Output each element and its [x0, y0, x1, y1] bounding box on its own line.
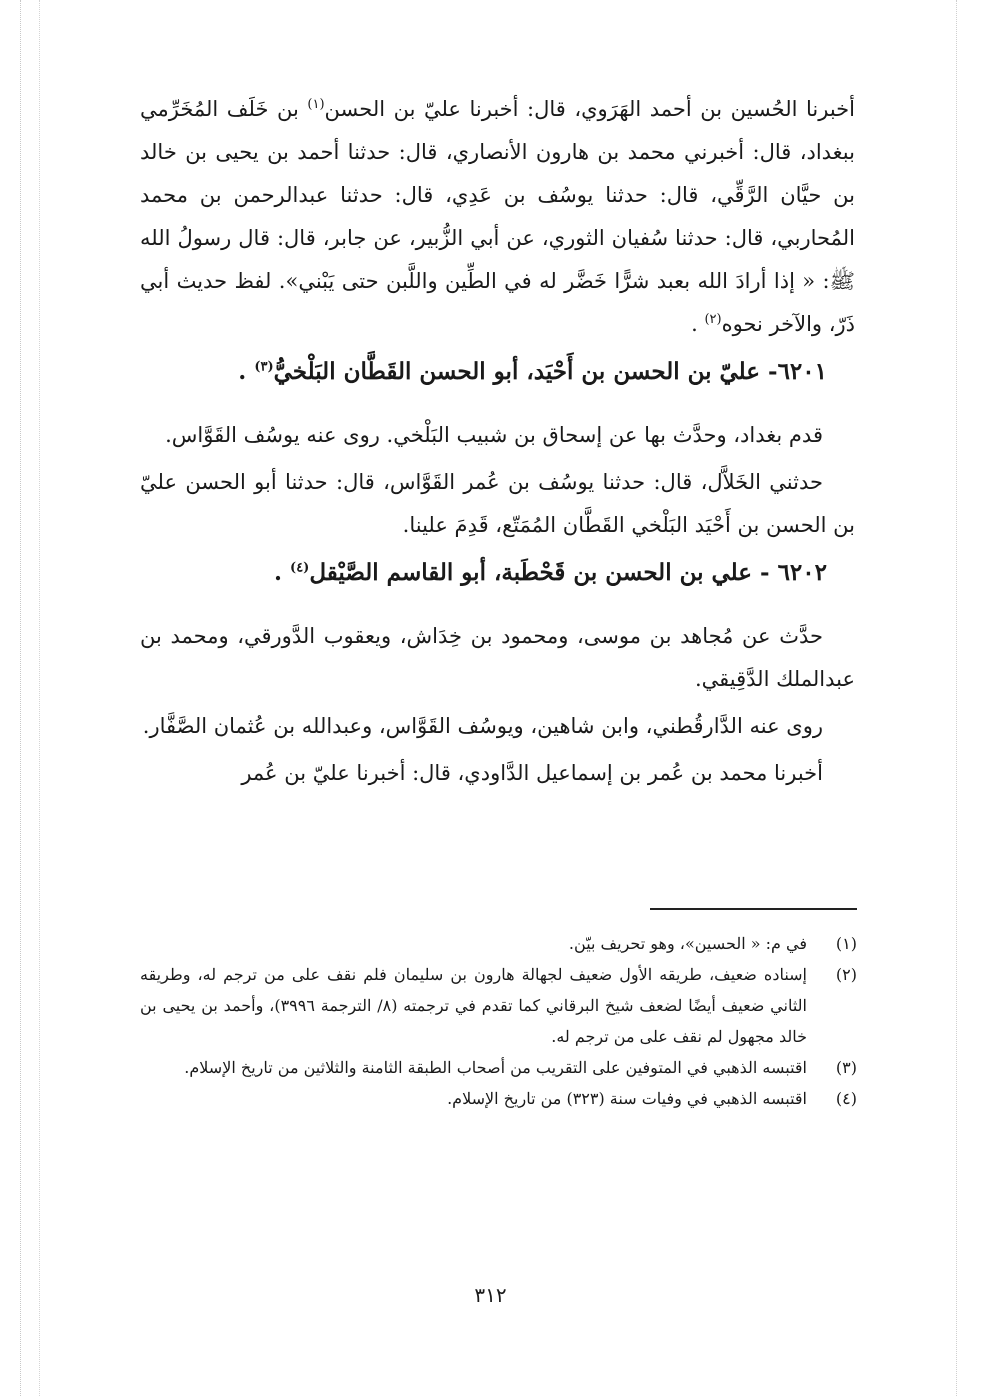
- footnote-text: إسناده ضعيف، طريقه الأول ضعيف لجهالة هارون بن سليمان فلم نقف على من ترجم له، وطريقه الثاني ضعيف أيضًا لضعف شيخ البرقاني كما تقدم في ترجمته (٨/ الترجمة ٣٩٩٦)، وأحمد بن يحيى بن خالد مجهول لم نقف على من ترجم له.: [140, 965, 807, 1046]
- footnote-4: [140, 1083, 857, 1114]
- footnote-number: (١): [835, 934, 857, 953]
- paragraph-1: [140, 88, 855, 346]
- entry-heading-6201-end: .: [238, 358, 255, 385]
- footnote-separator: [650, 908, 857, 910]
- scan-edge-right: [956, 0, 967, 1396]
- paragraph-3: حدثني الخَلاَّل، قال: حدثنا يوسُف بن عُمر القَوَّاس، قال: حدثنا أبو الحسن عليّ بن الحسن بن أَحْيَد البَلْخي القَطَّان المُمَتّع، قَدِمَ علينا.: [140, 470, 855, 537]
- entry-heading-6202-text: ٦٢٠٢ - علي بن الحسن بن قَحْطَبة، أبو القاسم الصَّيْقل: [309, 559, 827, 586]
- footnote-ref-4: (٤): [290, 560, 310, 576]
- footnote-number: (٢): [835, 965, 857, 984]
- entry-heading-6202: [140, 551, 855, 595]
- entry-heading-6201-text: ٦٢٠١- عليّ بن الحسن بن أَحْيَد، أبو الحسن القَطَّان البَلْخيُّ: [273, 358, 827, 385]
- paragraph-6: أخبرنا محمد بن عُمر بن إسماعيل الدَّاودي، قال: أخبرنا عليّ بن عُمر: [241, 761, 823, 785]
- footnote-2: [140, 959, 857, 1052]
- footnote-number: (٤): [835, 1089, 857, 1108]
- footnote-ref-3: (٣): [254, 359, 274, 375]
- paragraph-2: قدم بغداد، وحدَّث بها عن إسحاق بن شبيب البَلْخي. روى عنه يوسُف القَوَّاس.: [165, 423, 823, 447]
- paragraph-1-end: .: [691, 312, 705, 336]
- footnote-text: في م: « الحسين»، وهو تحريف بيّن.: [568, 934, 807, 953]
- paragraph-1-text-b: بن خَلَف المُخَرِّمي ببغداد، قال: أخبرني محمد بن هارون الأنصاري، قال: حدثنا أحمد بن يحيى بن خالد بن حيَّان الرَّقِّي، قال: حدثنا يوسُف بن عَدِي، قال: حدثنا عبدالرحمن بن محمد المُحاربي، قال: حدثنا سُفيان الثوري، عن أبي الزُّبير، عن جابر، قال: قال رسولُ الله ﷺ: « إذا أرادَ الله بعبد شرًّا خَضَّر له في الطِّين واللَّبن حتى يَبْني». لفظ حديث أبي ذَرّ، والآخر نحوه: [140, 97, 855, 336]
- footnote-ref-2: (٢): [704, 312, 722, 327]
- footnote-ref-1: (١): [307, 97, 325, 112]
- scan-edge-left: [20, 0, 40, 1396]
- entry-heading-6202-end: .: [274, 559, 291, 586]
- footnote-1: [140, 928, 857, 959]
- footnote-3: [140, 1052, 857, 1083]
- page-number: ٣١٢: [474, 1283, 507, 1307]
- footnotes: [140, 928, 857, 1114]
- main-text: [140, 88, 855, 795]
- entry-heading-6201: [140, 350, 855, 394]
- paragraph-1-text: أخبرنا الحُسين بن أحمد الهَرَوي، قال: أخبرنا عليّ بن الحسن: [324, 97, 856, 121]
- footnote-text: اقتبسه الذهبي في وفيات سنة (٣٢٣) من تاريخ الإسلام.: [447, 1089, 807, 1108]
- footnote-text: اقتبسه الذهبي في المتوفين على التقريب من أصحاب الطبقة الثامنة والثلاثين من تاريخ الإسلام.: [184, 1058, 807, 1077]
- footnote-number: (٣): [835, 1058, 857, 1077]
- paragraph-5: روى عنه الدَّارقُطني، وابن شاهين، ويوسُف القَوَّاس، وعبدالله بن عُثمان الصَّفَّار.: [142, 714, 823, 738]
- paragraph-4: حدَّث عن مُجاهد بن موسى، ومحمود بن خِدَاش، ويعقوب الدَّورقي، ومحمد بن عبدالملك الدَّقِيقي.: [140, 624, 855, 691]
